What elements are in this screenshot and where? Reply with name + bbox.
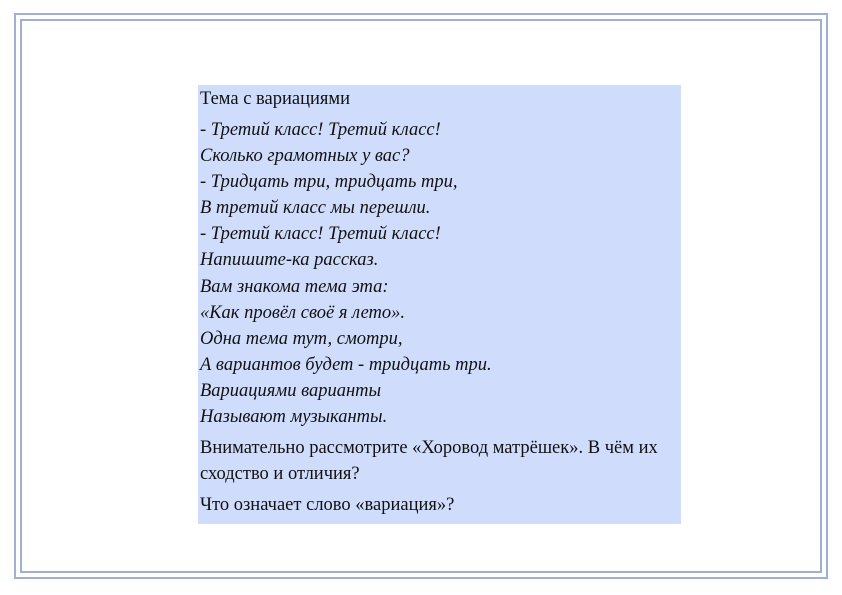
poem-line: Одна тема тут, смотри, [200,328,403,349]
poem-line: А вариантов будет - тридцать три. [200,354,492,375]
text-box [198,85,681,524]
poem-line: «Как провёл своё я лето». [200,302,406,323]
poem-line: Вам знакома тема эта: [200,276,389,297]
poem-line: В третий класс мы перешли. [200,198,431,219]
poem [200,117,677,430]
poem-line: - Третий класс! Третий класс! [200,224,441,245]
question-variation-meaning: Что означает слово «вариация»? [200,495,455,516]
poem-line: Вариациями варианты [200,380,382,401]
heading: Тема с вариациями [200,89,351,109]
question-similarities: Внимательно рассмотрите «Хоровод матрёшек». В чём их сходство и отличия? [200,438,658,485]
poem-line: - Третий класс! Третий класс! [200,120,441,140]
poem-line: Сколько грамотных у вас? [200,146,410,167]
poem-line: - Тридцать три, тридцать три, [200,172,458,193]
poem-line: Напишите-ка рассказ. [200,250,379,271]
poem-line: Называют музыканты. [200,407,388,428]
